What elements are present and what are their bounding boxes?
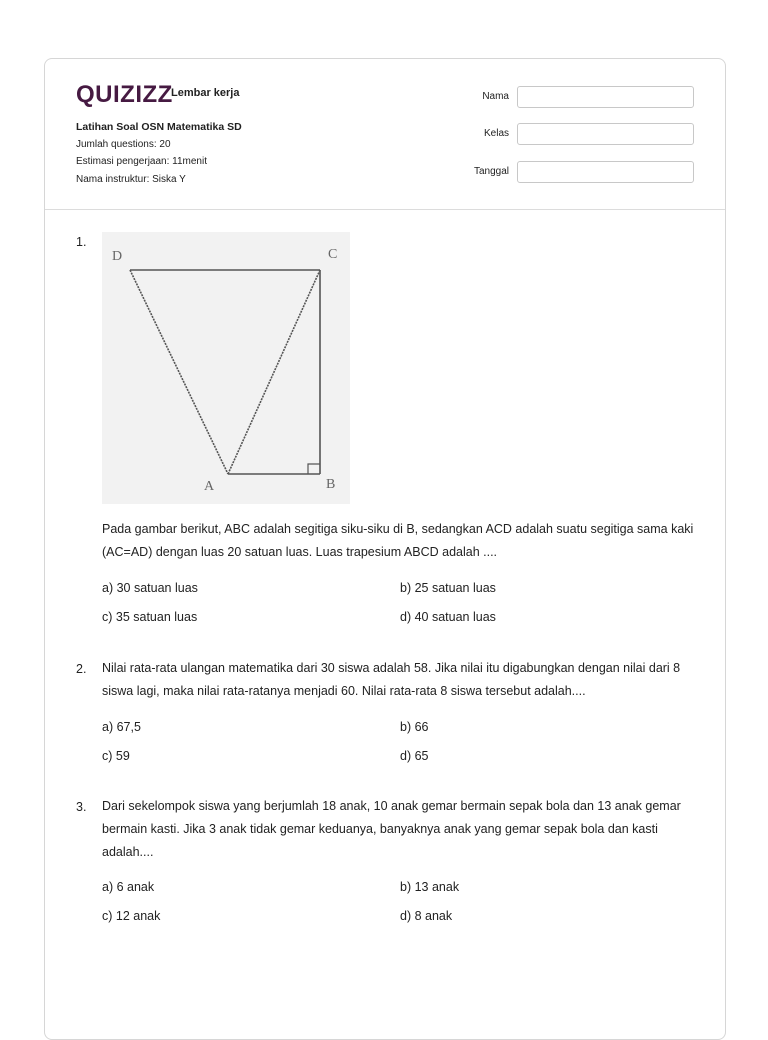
quizizz-logo: QUIZIZZ [76, 81, 173, 108]
q3-option-c: c) 12 anak [102, 909, 161, 923]
worksheet-title: Latihan Soal OSN Matematika SD [76, 121, 242, 133]
question-2-text: Nilai rata-rata ulangan matematika dari 30 siswa adalah 58. Jika nilai itu digabungkan dengan nilai dari 8 siswa lagi, maka nilai rata-ratanya menjadi 60. Nilai rata-rata 8 siswa tersebut adalah.... [102, 661, 681, 698]
time-estimate: Estimasi pengerjaan: 11menit [76, 156, 207, 167]
label-c: C [328, 247, 338, 262]
q2-option-a: a) 67,5 [102, 720, 141, 734]
name-label: Nama [482, 91, 509, 102]
question-1-number: 1. [76, 235, 87, 249]
instructor-name: Nama instruktur: Siska Y [76, 174, 186, 185]
q3-option-d: d) 8 anak [400, 909, 453, 923]
question-1-figure [102, 232, 350, 504]
class-field[interactable] [517, 123, 694, 145]
worksheet-header [45, 59, 725, 210]
label-d: D [112, 249, 123, 264]
name-field[interactable] [517, 86, 694, 108]
date-label: Tanggal [473, 166, 509, 177]
q3-option-b: b) 13 anak [400, 880, 460, 894]
question-1-text: Pada gambar berikut, ABC adalah segitiga siku-siku di B, sedangkan ACD adalah suatu segitiga sama kaki (AC=AD) dengan luas 20 satuan luas. Luas trapesium ABCD adalah .... [102, 522, 694, 559]
q1-option-d: d) 40 satuan luas [400, 610, 496, 624]
question-2-number: 2. [76, 662, 87, 676]
worksheet-subtitle: Lembar kerja [171, 87, 240, 99]
q3-option-a: a) 6 anak [102, 880, 155, 894]
q2-option-b: b) 66 [400, 720, 429, 734]
question-3-text: Dari sekelompok siswa yang berjumlah 18 anak, 10 anak gemar bermain sepak bola dan 13 anak gemar bermain kasti. Jika 3 anak tidak gemar keduanya, banyaknya anak yang gemar sepak bola dan kasti adalah.... [102, 799, 681, 859]
q2-option-d: d) 65 [400, 749, 429, 763]
q1-option-a: a) 30 satuan luas [102, 581, 198, 595]
q1-option-b: b) 25 satuan luas [400, 581, 496, 595]
label-a: A [204, 479, 215, 494]
class-label: Kelas [483, 128, 509, 139]
q1-option-c: c) 35 satuan luas [102, 610, 198, 624]
question-3-number: 3. [76, 800, 87, 814]
question-count: Jumlah questions: 20 [76, 139, 171, 150]
q2-option-c: c) 59 [102, 749, 130, 763]
date-field[interactable] [517, 161, 694, 183]
label-b: B [326, 477, 336, 492]
